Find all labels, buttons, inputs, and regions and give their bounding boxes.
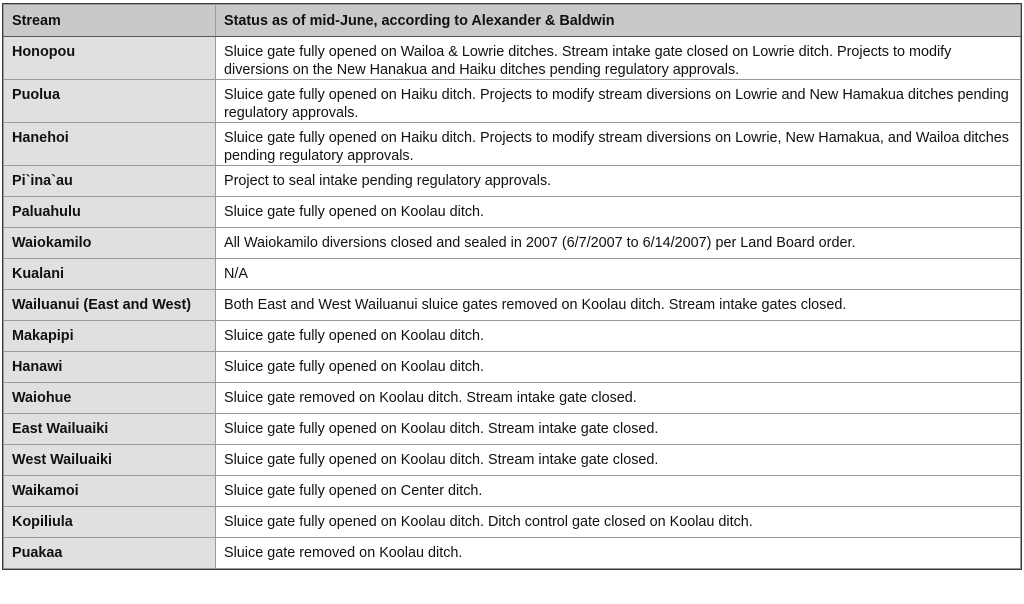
- column-header-stream: Stream: [4, 5, 216, 37]
- stream-status: Sluice gate fully opened on Koolau ditch.: [216, 352, 1021, 383]
- stream-status: Project to seal intake pending regulatory approvals.: [216, 166, 1021, 197]
- stream-name: Wailuanui (East and West): [4, 290, 216, 321]
- stream-status: Sluice gate fully opened on Koolau ditch. Ditch control gate closed on Koolau ditch.: [216, 507, 1021, 538]
- table-row: [4, 197, 1021, 228]
- stream-name: Kopiliula: [4, 507, 216, 538]
- table-row: [4, 414, 1021, 445]
- stream-name: West Wailuaiki: [4, 445, 216, 476]
- stream-status: Sluice gate removed on Koolau ditch. Stream intake gate closed.: [216, 383, 1021, 414]
- stream-status: Sluice gate fully opened on Center ditch.: [216, 476, 1021, 507]
- stream-status: Sluice gate fully opened on Koolau ditch.: [216, 321, 1021, 352]
- stream-status: Sluice gate fully opened on Koolau ditch. Stream intake gate closed.: [216, 445, 1021, 476]
- stream-status: Sluice gate fully opened on Koolau ditch.: [216, 197, 1021, 228]
- stream-name: Hanawi: [4, 352, 216, 383]
- stream-name: East Wailuaiki: [4, 414, 216, 445]
- table-header-row: [4, 5, 1021, 37]
- table-row: [4, 352, 1021, 383]
- stream-name: Pi`ina`au: [4, 166, 216, 197]
- stream-status: Sluice gate fully opened on Haiku ditch. Projects to modify stream diversions on Lowrie and New Hamakua ditches pending regulatory approvals.: [216, 80, 1021, 123]
- table-row: [4, 228, 1021, 259]
- stream-name: Puakaa: [4, 538, 216, 569]
- table-row: [4, 166, 1021, 197]
- table-row: [4, 321, 1021, 352]
- stream-status: N/A: [216, 259, 1021, 290]
- stream-status: All Waiokamilo diversions closed and sealed in 2007 (6/7/2007 to 6/14/2007) per Land Board order.: [216, 228, 1021, 259]
- stream-name: Waiokamilo: [4, 228, 216, 259]
- table-row: [4, 507, 1021, 538]
- table-row: [4, 123, 1021, 166]
- table-row: [4, 538, 1021, 569]
- stream-name: Honopou: [4, 37, 216, 80]
- stream-status: Both East and West Wailuanui sluice gates removed on Koolau ditch. Stream intake gates closed.: [216, 290, 1021, 321]
- stream-status: Sluice gate fully opened on Haiku ditch. Projects to modify stream diversions on Lowrie, New Hamakua, and Wailoa ditches pending regulatory approvals.: [216, 123, 1021, 166]
- table-row: [4, 445, 1021, 476]
- stream-name: Makapipi: [4, 321, 216, 352]
- column-header-status: Status as of mid-June, according to Alexander & Baldwin: [216, 5, 1021, 37]
- stream-name: Waiohue: [4, 383, 216, 414]
- stream-name: Paluahulu: [4, 197, 216, 228]
- stream-name: Kualani: [4, 259, 216, 290]
- table-row: [4, 383, 1021, 414]
- table-row: [4, 290, 1021, 321]
- stream-name: Waikamoi: [4, 476, 216, 507]
- stream-status: Sluice gate removed on Koolau ditch.: [216, 538, 1021, 569]
- stream-status: Sluice gate fully opened on Koolau ditch. Stream intake gate closed.: [216, 414, 1021, 445]
- table-row: [4, 37, 1021, 80]
- stream-name: Hanehoi: [4, 123, 216, 166]
- table-row: [4, 80, 1021, 123]
- stream-status: Sluice gate fully opened on Wailoa & Lowrie ditches. Stream intake gate closed on Lowrie ditch. Projects to modify diversions on the New Hanakua and Haiku ditches pending regulatory approvals.: [216, 37, 1021, 80]
- stream-name: Puolua: [4, 80, 216, 123]
- table-row: [4, 259, 1021, 290]
- stream-status-table-container: [2, 3, 1022, 570]
- table-row: [4, 476, 1021, 507]
- stream-status-table: [3, 4, 1021, 569]
